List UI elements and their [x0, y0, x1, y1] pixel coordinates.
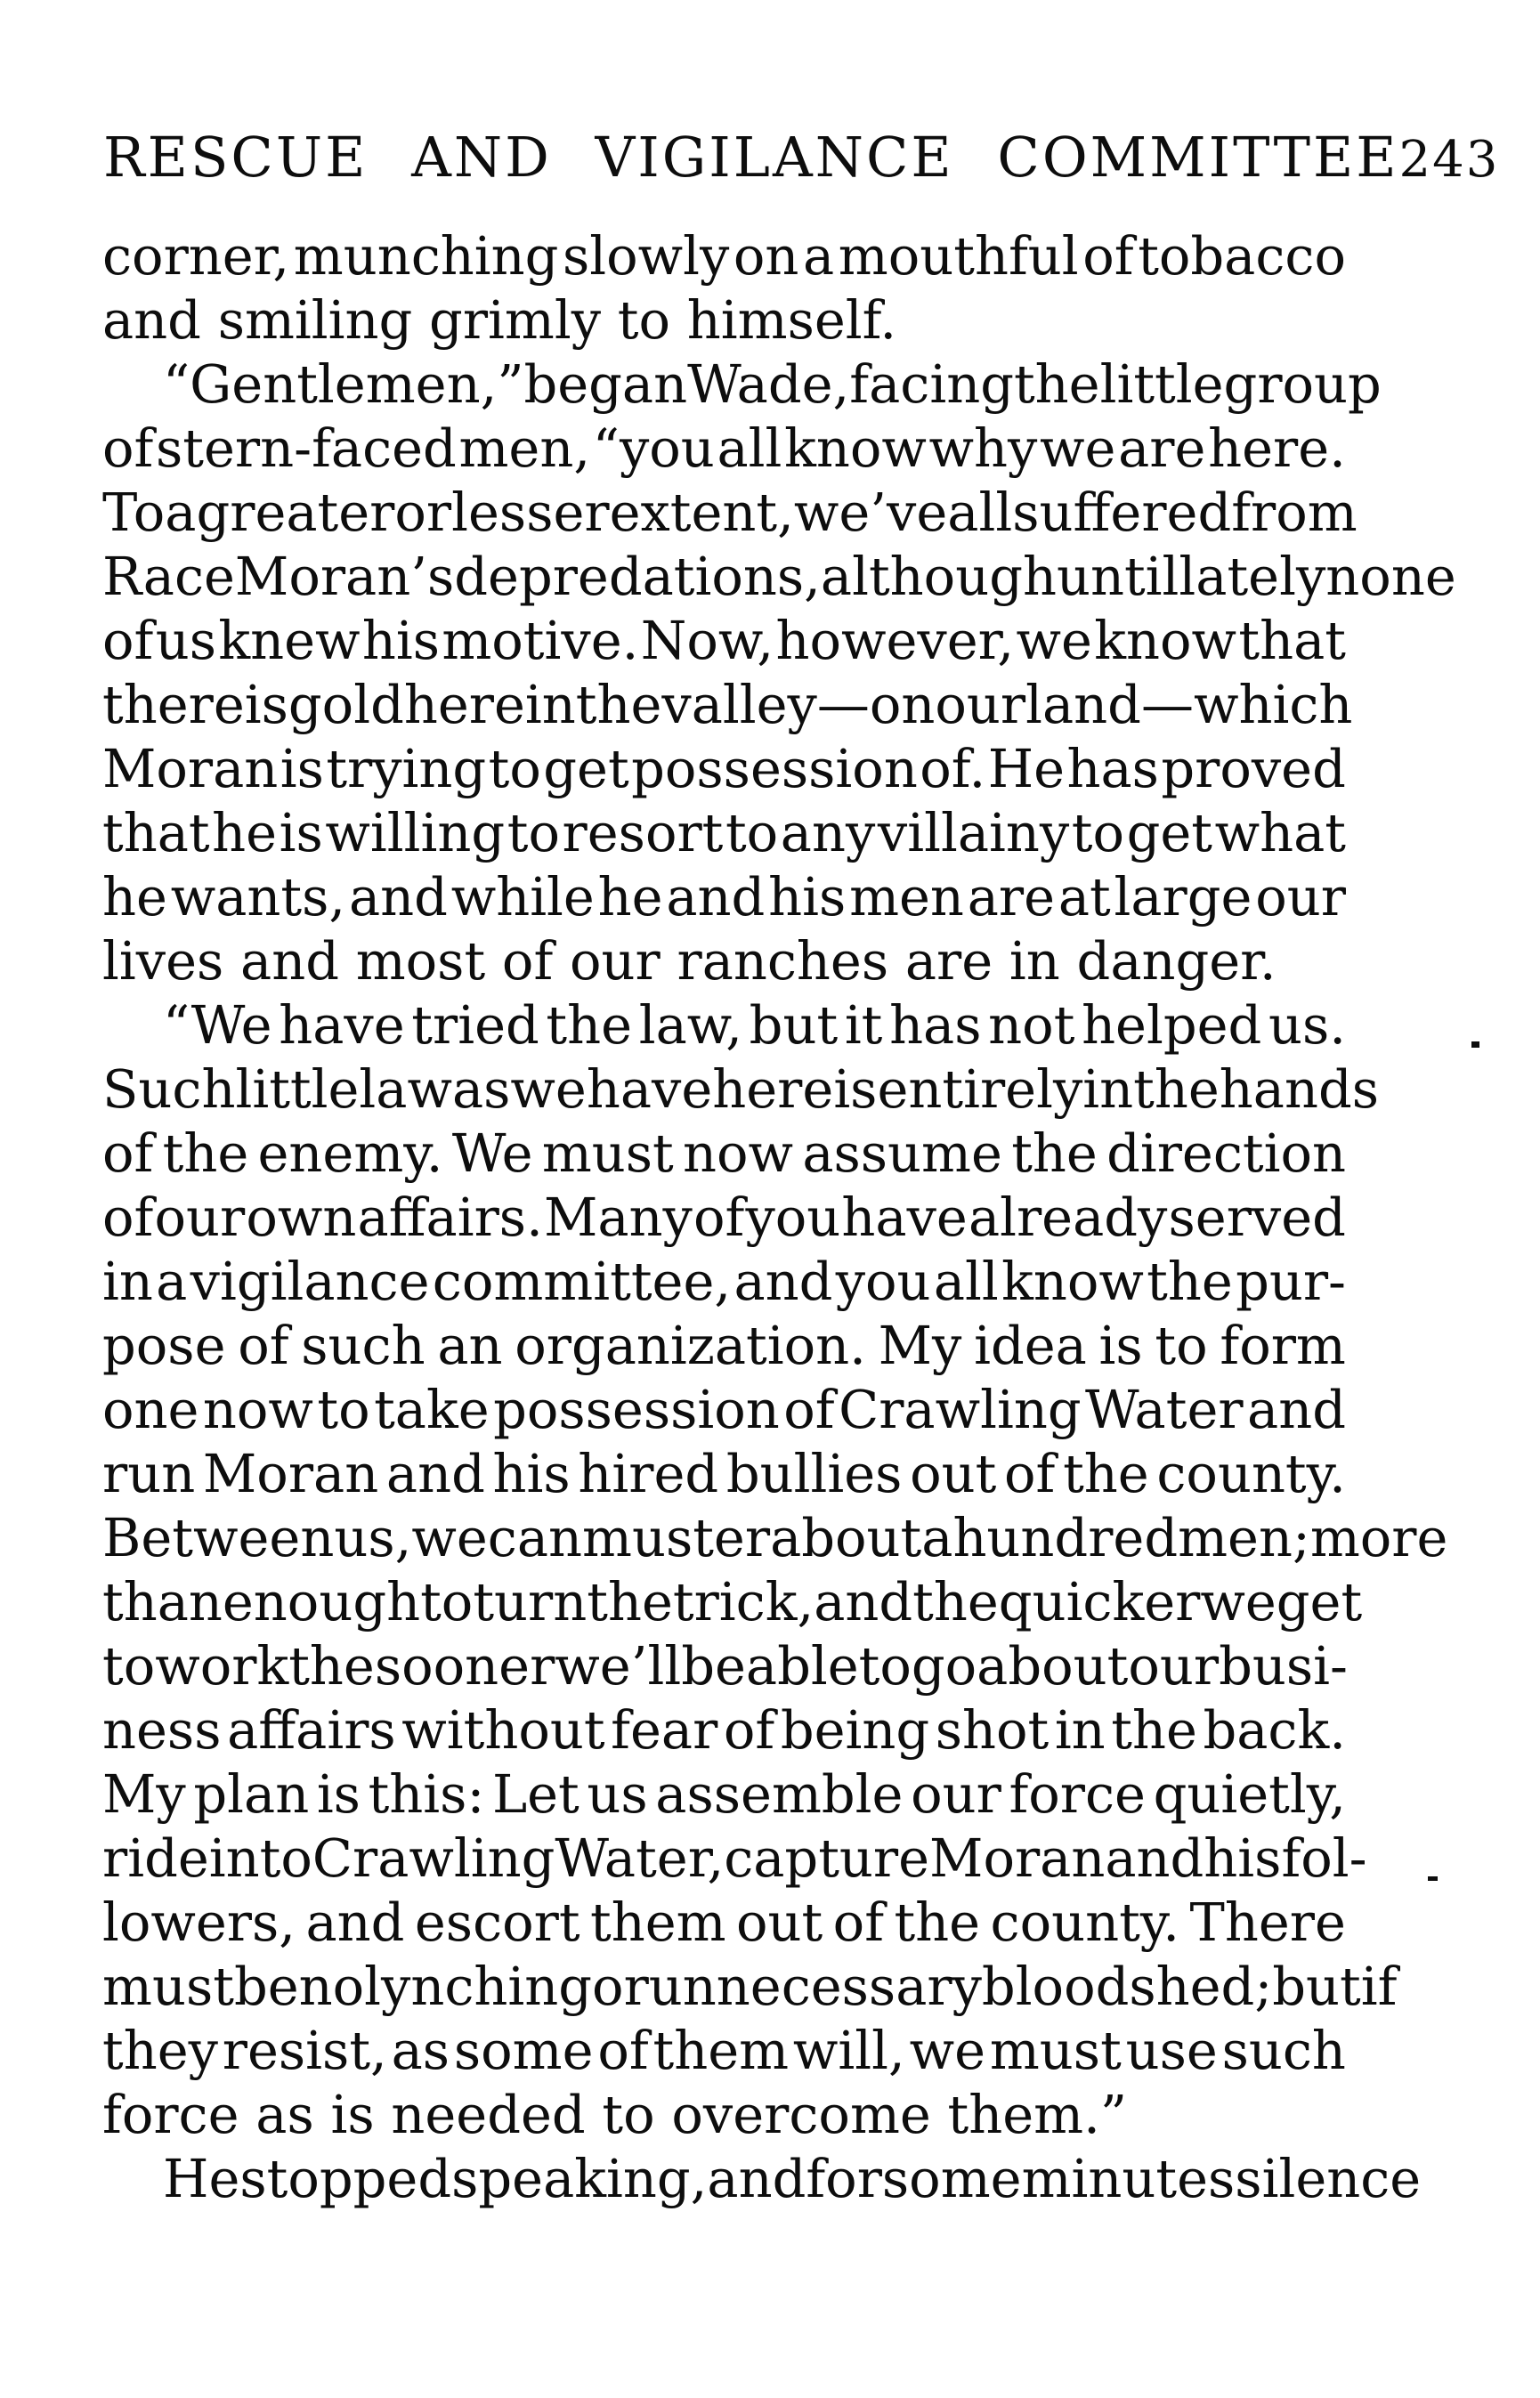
text-line: must be no lynching or unnecessary bloodshed; but if — [102, 1956, 1398, 2017]
text-line: ness affairs without fear of being shot in the back. — [102, 1699, 1346, 1761]
text-line: To a greater or lesser extent, we’ve all suffered from — [102, 482, 1358, 543]
chapter-running-title: RESCUE AND VIGILANCE COMMITTEE — [103, 125, 1399, 190]
text-line: Moran is trying to get possession of. He has proved — [102, 738, 1346, 799]
text-line: of our own affairs. Many of you have already served — [102, 1187, 1346, 1248]
text-line: lowers, and escort them out of the county. There — [102, 1892, 1346, 1953]
page-body — [102, 224, 1456, 2211]
text-line: there is gold here in the valley—on our land—which — [102, 674, 1353, 735]
text-line: Race Moran’s depredations, although until lately none — [102, 546, 1456, 607]
text-line: ride into Crawling Water, capture Moran and his fol- — [102, 1827, 1367, 1889]
scan-speck — [1428, 1876, 1438, 1881]
text-line: corner, munching slowly on a mouthful of tobacco — [102, 225, 1346, 287]
text-line: Such little law as we have here is entirely in the hands — [102, 1058, 1380, 1120]
text-line: and smiling grimly to himself. — [102, 289, 897, 351]
text-line: that he is willing to resort to any villainy to get what — [102, 802, 1346, 863]
running-head — [103, 125, 1500, 190]
text-line: My plan is this: Let us assemble our force quietly, — [102, 1763, 1346, 1825]
text-line: of the enemy. We must now assume the direction — [102, 1122, 1346, 1184]
text-line: than enough to turn the trick, and the quicker we get — [102, 1571, 1363, 1632]
text-line: lives and most of our ranches are in danger. — [102, 930, 1277, 992]
text-line: they resist, as some of them will, we must use such — [102, 2020, 1346, 2081]
text-line: “Gentlemen,” began Wade, facing the little group — [163, 353, 1382, 415]
text-line: “We have tried the law, but it has not helped us. — [163, 994, 1346, 1056]
scan-speck — [1471, 1041, 1479, 1048]
page-number: 243 — [1398, 131, 1500, 189]
text-line: pose of such an organization. My idea is to form — [102, 1315, 1346, 1376]
text-line: in a vigilance committee, and you all know the pur- — [102, 1251, 1346, 1312]
text-line: Between us, we can muster about a hundred men; more — [102, 1507, 1448, 1568]
text-line: He stopped speaking, and for some minutes silence — [163, 2148, 1422, 2209]
text-line: he wants, and while he and his men are at large our — [102, 866, 1346, 928]
text-line: run Moran and his hired bullies out of the county. — [102, 1443, 1346, 1504]
text-line: to work the sooner we’ll be able to go about our busi- — [102, 1635, 1348, 1697]
text-line: force as is needed to overcome them.” — [102, 2084, 1128, 2145]
text-line: of stern-faced men, “you all know why we are here. — [102, 417, 1346, 479]
text-line: one now to take possession of Crawling Water and — [102, 1379, 1346, 1440]
text-line: of us knew his motive. Now, however, we know that — [102, 610, 1346, 671]
